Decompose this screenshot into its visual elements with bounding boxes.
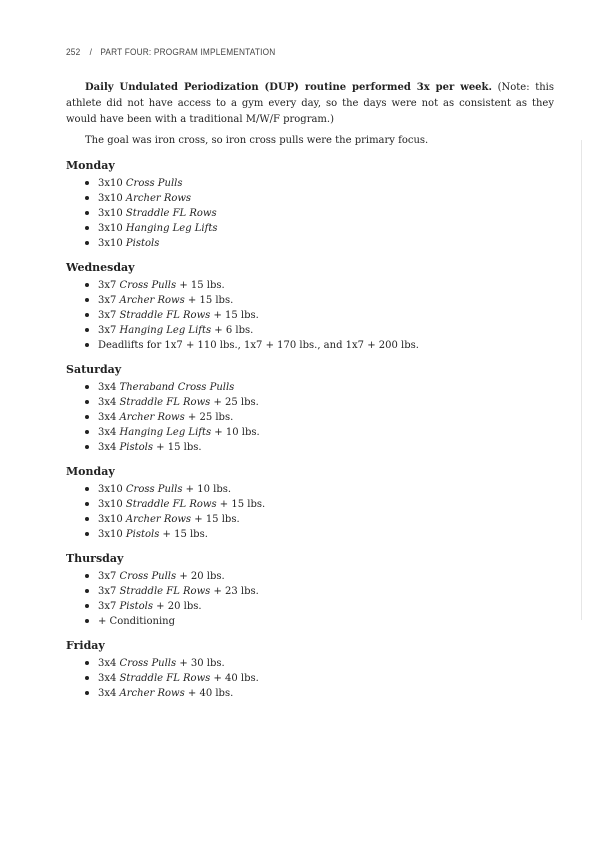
item-prefix: 3x4 <box>98 382 120 393</box>
bullet-icon <box>85 661 89 665</box>
bullet-icon <box>85 487 89 491</box>
day-heading: Friday <box>66 639 105 652</box>
item-prefix: 3x10 <box>98 484 126 495</box>
exercise-name: Archer Rows <box>125 193 192 204</box>
list-item <box>66 221 554 236</box>
exercise-name: Cross Pulls <box>119 658 177 669</box>
bullet-icon <box>85 604 89 608</box>
bullet-icon <box>85 502 89 506</box>
day-heading: Thursday <box>66 552 124 565</box>
list-item <box>66 497 554 512</box>
list-item <box>66 671 554 686</box>
exercise-list <box>66 380 554 455</box>
list-item <box>66 614 554 629</box>
list-item <box>66 191 554 206</box>
list-item <box>66 599 554 614</box>
exercise-name: Archer Rows <box>125 514 192 525</box>
list-item <box>66 308 554 323</box>
exercise-name: Straddle FL Rows <box>119 586 211 597</box>
item-load: + 23 lbs. <box>210 586 259 597</box>
day-heading: Saturday <box>66 363 122 376</box>
exercise-name: Hanging Leg Lifts <box>119 427 212 438</box>
list-item <box>66 512 554 527</box>
item-load: + 25 lbs. <box>210 397 259 408</box>
list-item <box>66 425 554 440</box>
exercise-name: Hanging Leg Lifts <box>125 223 218 234</box>
item-load: + 20 lbs. <box>152 601 202 612</box>
bullet-icon <box>85 589 89 593</box>
item-prefix: 3x7 <box>98 310 120 321</box>
list-item <box>66 527 554 542</box>
workout-days <box>66 158 554 701</box>
bullet-icon <box>85 298 89 302</box>
list-item <box>66 206 554 221</box>
item-prefix: 3x7 <box>98 280 120 291</box>
item-prefix: 3x7 <box>98 325 120 336</box>
bullet-icon <box>85 313 89 317</box>
item-prefix: Deadlifts for 1x7 + 110 lbs., 1x7 + 170 lbs., and 1x7 + 200 lbs. <box>98 340 419 351</box>
item-load: + 15 lbs. <box>210 310 259 321</box>
item-prefix: 3x4 <box>98 442 120 453</box>
item-prefix: 3x4 <box>98 658 120 669</box>
item-load: + 25 lbs. <box>184 412 234 423</box>
item-prefix: 3x10 <box>98 499 126 510</box>
item-load: + 15 lbs. <box>184 295 234 306</box>
exercise-list <box>66 176 554 251</box>
day-heading: Wednesday <box>66 261 135 274</box>
item-prefix: + Conditioning <box>98 616 175 627</box>
bullet-icon <box>85 619 89 623</box>
exercise-name: Straddle FL Rows <box>119 397 211 408</box>
item-prefix: 3x10 <box>98 238 126 249</box>
list-item <box>66 236 554 251</box>
item-load: + 40 lbs. <box>184 688 234 699</box>
list-item <box>66 686 554 701</box>
exercise-list <box>66 656 554 701</box>
list-item <box>66 440 554 455</box>
bullet-icon <box>85 226 89 230</box>
item-load: + 6 lbs. <box>211 325 254 336</box>
exercise-name: Pistols <box>119 442 153 453</box>
page-number: 252 <box>66 47 81 57</box>
item-prefix: 3x4 <box>98 397 120 408</box>
bullet-icon <box>85 532 89 536</box>
item-prefix: 3x4 <box>98 673 120 684</box>
bullet-icon <box>85 241 89 245</box>
item-load: + 15 lbs. <box>191 514 240 525</box>
item-prefix: 3x10 <box>98 529 126 540</box>
exercise-name: Archer Rows <box>119 688 185 699</box>
part-title: PART FOUR: PROGRAM IMPLEMENTATION <box>100 47 276 57</box>
exercise-name: Cross Pulls <box>119 280 177 291</box>
list-item <box>66 569 554 584</box>
exercise-name: Theraband Cross Pulls <box>119 382 235 393</box>
exercise-list <box>66 482 554 542</box>
list-item <box>66 410 554 425</box>
item-load: + 15 lbs. <box>152 442 202 453</box>
item-load: + 15 lbs. <box>216 499 266 510</box>
exercise-name: Cross Pulls <box>125 484 183 495</box>
exercise-name: Hanging Leg Lifts <box>119 325 212 336</box>
intro-paragraph <box>66 80 554 128</box>
list-item <box>66 338 554 353</box>
bullet-icon <box>85 196 89 200</box>
exercise-name: Straddle FL Rows <box>119 673 211 684</box>
bullet-icon <box>85 211 89 215</box>
exercise-name: Straddle FL Rows <box>125 499 217 510</box>
list-item <box>66 323 554 338</box>
bullet-icon <box>85 517 89 521</box>
header-separator: / <box>89 47 93 57</box>
exercise-name: Pistols <box>125 529 160 540</box>
list-item <box>66 293 554 308</box>
exercise-name: Cross Pulls <box>119 571 177 582</box>
list-item <box>66 395 554 410</box>
list-item <box>66 656 554 671</box>
bullet-icon <box>85 445 89 449</box>
list-item <box>66 278 554 293</box>
list-item <box>66 482 554 497</box>
item-load: + 40 lbs. <box>210 673 259 684</box>
bullet-icon <box>85 343 89 347</box>
day-heading: Monday <box>66 465 115 478</box>
page-edge-line <box>581 140 582 620</box>
exercise-list <box>66 278 554 353</box>
bullet-icon <box>85 283 89 287</box>
exercise-name: Pistols <box>125 238 160 249</box>
item-prefix: 3x7 <box>98 586 120 597</box>
goal-paragraph: The goal was iron cross, so iron cross pulls were the primary focus. <box>85 135 429 146</box>
exercise-name: Pistols <box>119 601 153 612</box>
item-load: + 15 lbs. <box>159 529 208 540</box>
item-load: + 20 lbs. <box>176 571 225 582</box>
item-load: + 30 lbs. <box>176 658 225 669</box>
item-load: + 10 lbs. <box>211 427 260 438</box>
item-prefix: 3x4 <box>98 427 120 438</box>
exercise-list <box>66 569 554 629</box>
item-load: + 10 lbs. <box>182 484 232 495</box>
bullet-icon <box>85 400 89 404</box>
running-head <box>66 47 275 57</box>
item-load: + 15 lbs. <box>176 280 225 291</box>
intro-bold: Daily Undulated Periodization (DUP) routine performed 3x per week. <box>85 82 492 93</box>
bullet-icon <box>85 181 89 185</box>
bullet-icon <box>85 691 89 695</box>
bullet-icon <box>85 328 89 332</box>
bullet-icon <box>85 574 89 578</box>
day-heading: Monday <box>66 159 115 172</box>
exercise-name: Archer Rows <box>119 412 185 423</box>
item-prefix: 3x7 <box>98 571 120 582</box>
exercise-name: Archer Rows <box>119 295 185 306</box>
item-prefix: 3x10 <box>98 178 126 189</box>
item-prefix: 3x7 <box>98 601 120 612</box>
intro-note: (Note: this athlete did not have access to a gym every day, so the days were not as consistent as they would have been with a traditional M/W/F program.) <box>66 82 555 125</box>
item-prefix: 3x10 <box>98 208 126 219</box>
item-prefix: 3x10 <box>98 514 126 525</box>
item-prefix: 3x10 <box>98 223 126 234</box>
bullet-icon <box>85 385 89 389</box>
item-prefix: 3x10 <box>98 193 126 204</box>
item-prefix: 3x4 <box>98 412 120 423</box>
list-item <box>66 584 554 599</box>
bullet-icon <box>85 676 89 680</box>
list-item <box>66 380 554 395</box>
page-content <box>66 80 554 701</box>
bullet-icon <box>85 430 89 434</box>
exercise-name: Straddle FL Rows <box>125 208 217 219</box>
exercise-name: Straddle FL Rows <box>119 310 211 321</box>
list-item <box>66 176 554 191</box>
item-prefix: 3x4 <box>98 688 120 699</box>
item-prefix: 3x7 <box>98 295 120 306</box>
bullet-icon <box>85 415 89 419</box>
exercise-name: Cross Pulls <box>125 178 183 189</box>
